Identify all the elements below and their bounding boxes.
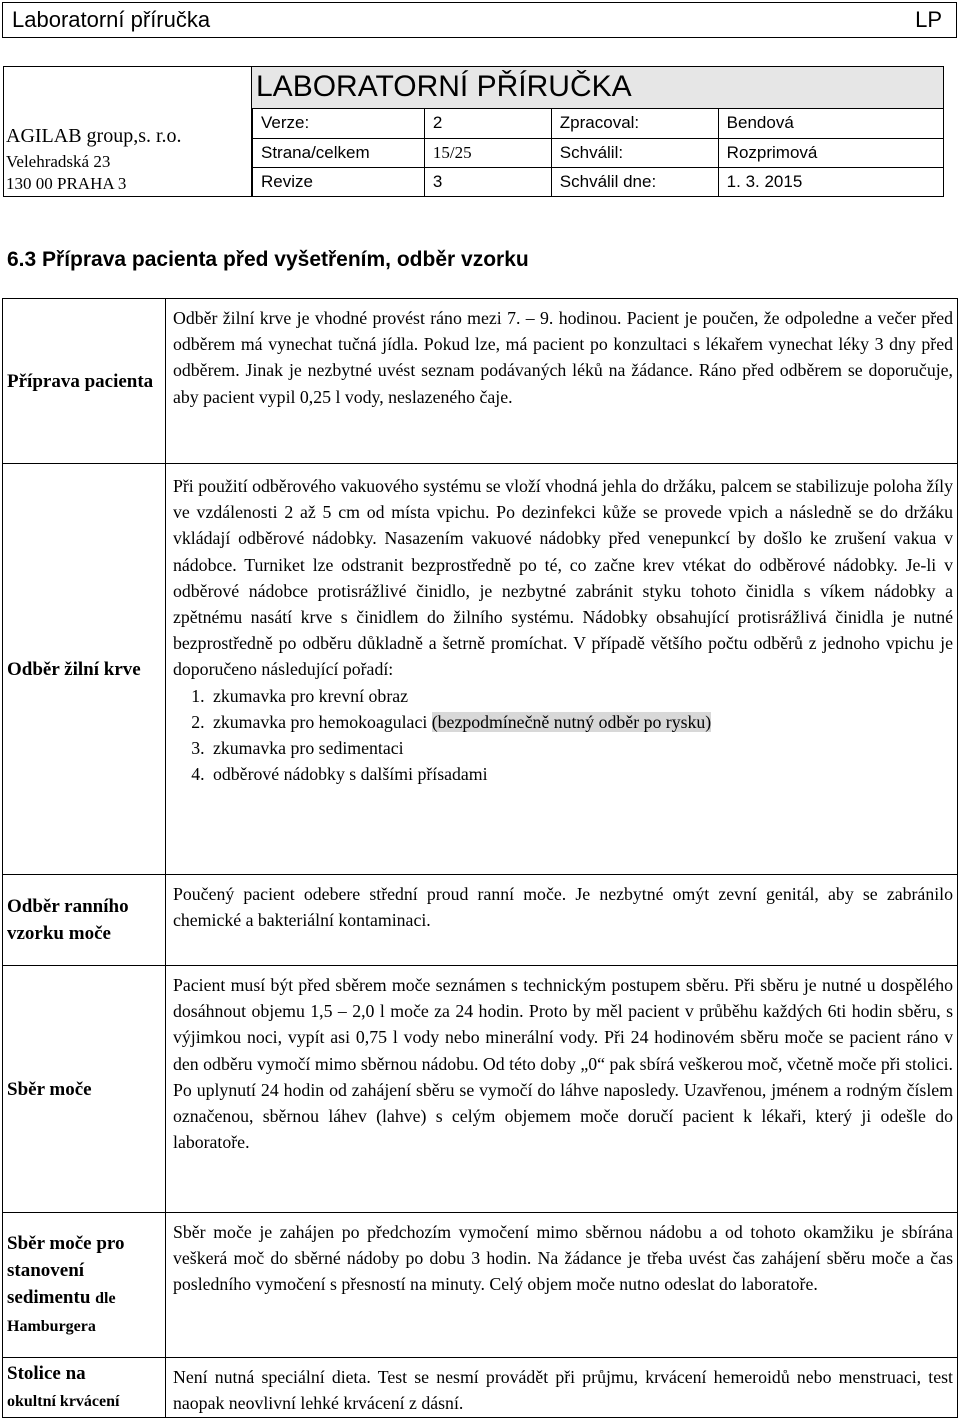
- list-item: 1. zkumavka pro krevní obraz: [209, 683, 953, 709]
- org-street: Velehradská 23: [6, 152, 111, 171]
- label-small: okultní krvácení: [7, 1393, 120, 1410]
- meta-cell: 3: [424, 167, 551, 196]
- org-city: 130 00 PRAHA 3: [6, 174, 127, 193]
- meta-row: [253, 167, 944, 196]
- row-label-text: [7, 1360, 119, 1415]
- page-top-bar: [2, 2, 957, 38]
- row-text: [166, 464, 957, 874]
- list-item: [209, 709, 953, 735]
- org-name: AGILAB group,s. r.o.: [6, 125, 182, 147]
- doc-title-cell: [252, 67, 943, 109]
- meta-cell: Verze:: [253, 109, 425, 138]
- tube-order-list: [209, 683, 953, 788]
- row-label: [3, 1358, 166, 1417]
- meta-cell: Rozprimová: [718, 138, 943, 167]
- table-row: [3, 966, 957, 1213]
- meta-cell: Bendová: [718, 109, 943, 138]
- highlighted-note: (bezpodmínečně nutný odběr po rysku): [431, 711, 712, 732]
- row-label: Odběr žilní krve: [3, 464, 166, 874]
- row-label: Odběr ranního vzorku moče: [3, 875, 166, 965]
- meta-cell: 15/25: [424, 138, 551, 167]
- row-label: Sběr moče: [3, 966, 166, 1212]
- meta-cell: Strana/celkem: [253, 138, 425, 167]
- list-item-text: zkumavka pro hemokoagulaci: [213, 711, 428, 732]
- meta-cell: Schválil dne:: [551, 167, 718, 196]
- list-item: 3. zkumavka pro sedimentaci: [209, 735, 953, 761]
- label-small: dle Hamburgera: [7, 1290, 116, 1335]
- row-text: Sběr moče je zahájen po předchozím vymočení mimo sběrnou nádobu a od tohoto okamžiku je sbírána veškerá moč do sběrné nádoby po dobu 3 hodin. Na žádance je třeba uvést čas zahájení sběru moče a čas posledního vymočení s přesností na minuty. Celý objem moče nutno odeslat do laboratoře.: [173, 1222, 953, 1295]
- row-label: Příprava pacienta: [3, 299, 166, 463]
- doc-title: LABORATORNÍ PŘÍRUČKA: [256, 70, 632, 103]
- label-main: Stolice na: [7, 1363, 86, 1384]
- instructions-table: [2, 298, 958, 1418]
- document-header: [3, 66, 944, 197]
- row-label-text: [7, 1230, 165, 1340]
- manual-title: Laboratorní příručka: [12, 7, 211, 32]
- manual-code: LP: [915, 7, 942, 32]
- meta-cell: Schválil:: [551, 138, 718, 167]
- document-meta-table: [252, 109, 943, 196]
- meta-cell: 1. 3. 2015: [718, 167, 943, 196]
- row-text: Odběr žilní krve je vhodné provést ráno mezi 7. – 9. hodinou. Pacient je poučen, že odpoledne a večer před odběrem má vynechat tučná jídla. Pokud lze, má pacient po konzultaci s lékařem vynechat léky 3 dny před odběrem. Jinak je nezbytné uvést seznam podávaných léků na žádance. Ráno před odběrem se doporučuje, aby pacient vypil 0,25 l vody, neslazeného čaje.: [173, 308, 953, 407]
- table-row: [3, 464, 957, 875]
- table-row: [3, 299, 957, 464]
- row-text: Není nutná speciální dieta. Test se nesmí provádět při průjmu, krvácení hemeroidů nebo menstruaci, test naopak neovlivní lehké krvácení z dásní.: [173, 1367, 953, 1414]
- meta-cell: Zpracoval:: [551, 109, 718, 138]
- label-main: Sběr moče pro stanovení sedimentu: [7, 1233, 125, 1308]
- meta-row: [253, 138, 944, 167]
- organization-block: [4, 67, 252, 196]
- row-text: Poučený pacient odebere střední proud ranní moče. Je nezbytné omýt zevní genitál, aby se zabránilo chemické a bakteriální kontaminaci.: [173, 884, 953, 931]
- meta-row: [253, 109, 944, 138]
- row-label: [3, 1213, 166, 1357]
- meta-cell: Revize: [253, 167, 425, 196]
- list-item: 4. odběrové nádobky s dalšími přísadami: [209, 761, 953, 787]
- table-row: [3, 1358, 957, 1417]
- table-row: [3, 1213, 957, 1358]
- table-row: [3, 875, 957, 966]
- row-text: Pacient musí být před sběrem moče seznámen s technickým postupem sběru. Při sběru je nutné u dospělého dosáhnout objemu 1,5 – 2,0 l moče za 24 hodin. Proto by měl pacient v průběhu každých 6ti hodin sběru, s výjimkou noci, vypít asi 0,75 l vody nebo minerální vody. Při 24 hodinovém sběru moče se pacient ráno v den odběru vymočí mimo sběrnou nádobu. Od této doby „0“ pak sbírá veškerou moč, včetně moče při stolici. Po uplynutí 24 hodin od zahájení sběru se vymočí do láhve naposledy. Uzavřenou, jménem a rodným číslem označenou, sběrnou láhev (lahve) s celým objemem moče doručí pacient k lékaři, který ji odešle do laboratoře.: [173, 975, 953, 1153]
- row-paragraph: Při použití odběrového vakuového systému se vloží vhodná jehla do držáku, palcem se stabilizuje poloha žíly ve vzdálenosti 2 až 5 cm od místa vpichu. Po dezinfekci kůže se provede vpich a následně se do držáku vkládají odběrové nádobky. Nasazením vakuové nádobky před venepunkcí by došlo ke zrušení vakua v nádobce. Turniket lze odstranit bezprostředně po té, co začne krev vtékat do odběrové nádobky. Je-li v odběrové nádobce protisrážlivé činidlo, je nezbytné zabránit styku tohoto činidla s víkem nádobky a zpětnému nasátí krve s činidlem do žilního systému. Nádobky obsahující protisrážlivá činidla je nutné bezprostředně po odběru důkladně a šetrně promíchat. V případě většího počtu odběrů z jednoho vpichu je doporučeno následující pořadí:: [173, 476, 953, 680]
- section-heading: 6.3 Příprava pacienta před vyšetřením, odběr vzorku: [7, 248, 529, 271]
- meta-cell: 2: [424, 109, 551, 138]
